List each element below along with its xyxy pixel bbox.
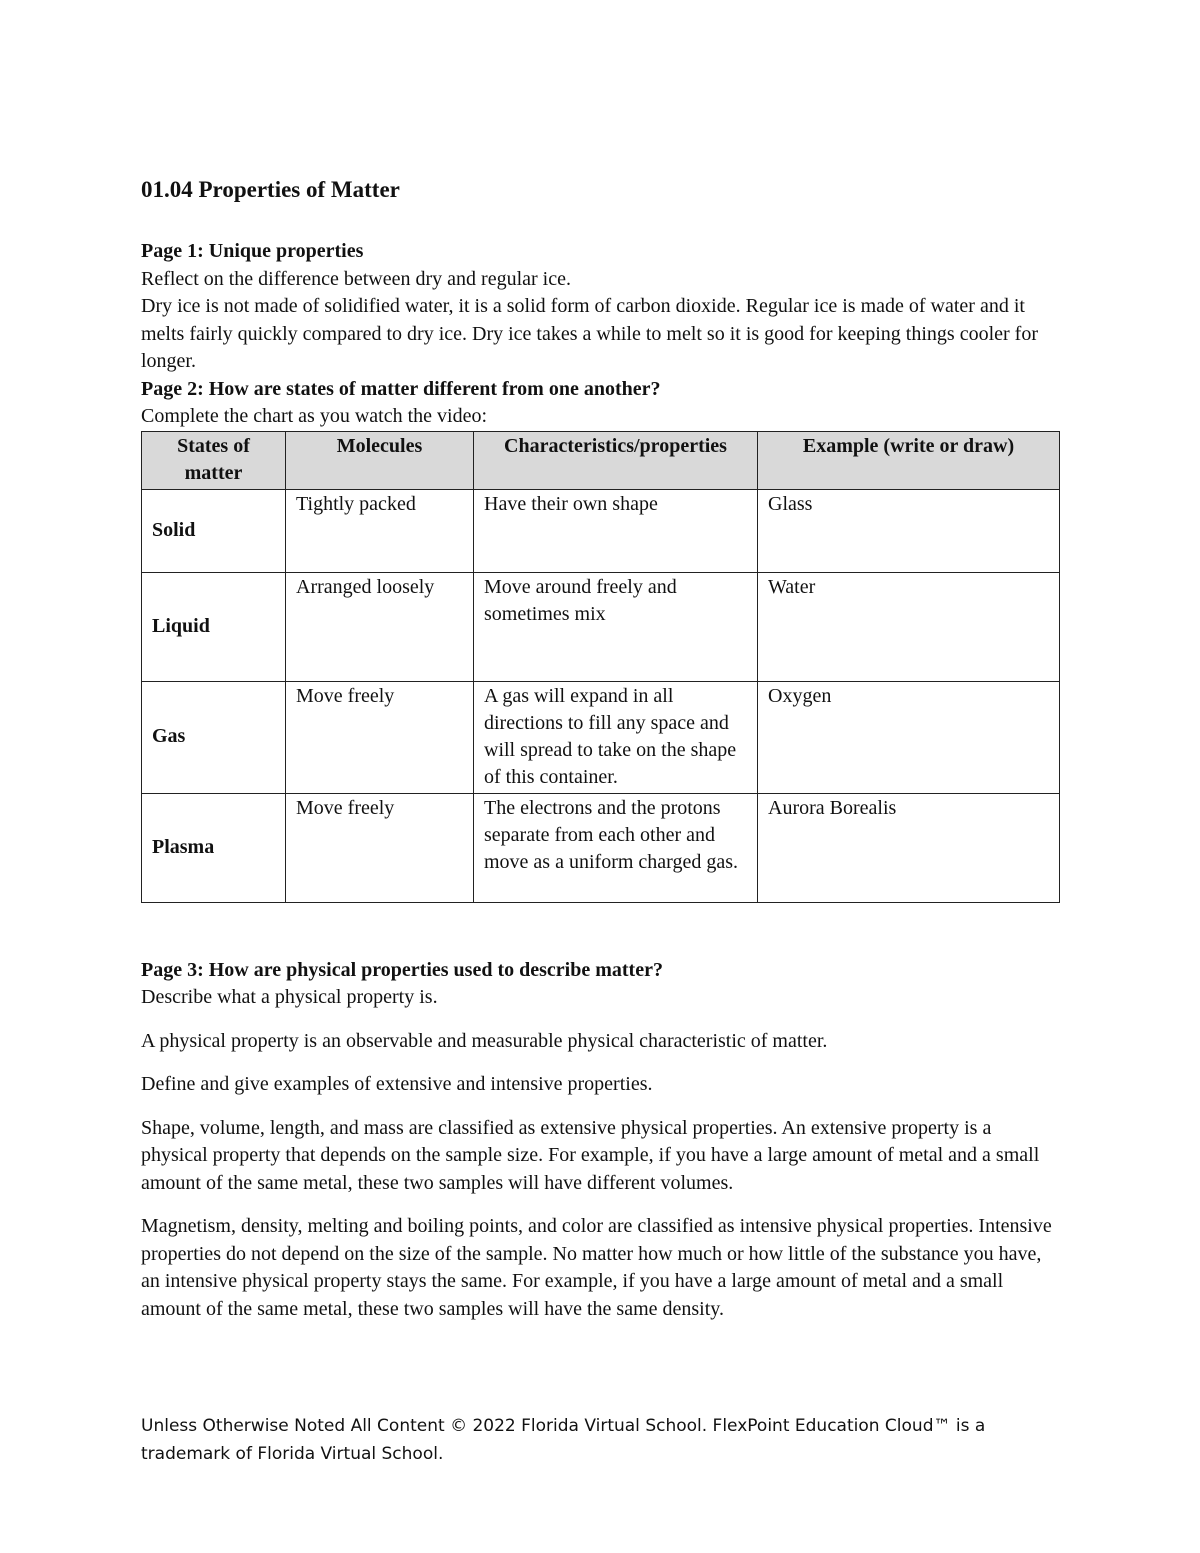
- table-header-cell: Characteristics/properties: [474, 431, 758, 489]
- page3-prompt1: Describe what a physical property is.: [141, 986, 438, 1008]
- table-row: [142, 572, 1060, 681]
- table-row: [142, 681, 1060, 793]
- table-row: [142, 489, 1060, 572]
- characteristics-cell: Move around freely and sometimes mix: [474, 572, 758, 681]
- table-header-cell: States of matter: [142, 431, 286, 489]
- page1-heading: Page 1: Unique properties: [141, 240, 364, 262]
- table-row: [142, 793, 1060, 902]
- characteristics-cell: A gas will expand in all directions to fill any space and will spread to take on the shape of this container.: [474, 681, 758, 793]
- characteristics-cell: Have their own shape: [474, 489, 758, 572]
- page1-prompt: Reflect on the difference between dry and regular ice.: [141, 267, 571, 290]
- page3-answer2b: Magnetism, density, melting and boiling points, and color are classified as intensive physical properties. Intensive properties do not depend on the size of the sample. No matter how much or how little of the substance you have, an intensive physical property stays the same. For example, if you have a large amount of metal and a small amount of the same metal, these two samples will have the same density.: [141, 1215, 1052, 1320]
- page3-heading: Page 3: How are physical properties used to describe matter?: [141, 958, 663, 981]
- example-cell: Oxygen: [758, 681, 1060, 793]
- state-cell: Solid: [142, 489, 286, 572]
- example-cell: Glass: [758, 489, 1060, 572]
- document-title: 01.04 Properties of Matter: [141, 177, 400, 202]
- page3-answer1: A physical property is an observable and measurable physical characteristic of matter.: [141, 1029, 828, 1052]
- table-header-cell: Molecules: [286, 431, 474, 489]
- page1-answer: Dry ice is not made of solidified water, it is a solid form of carbon dioxide. Regular ice is made of water and it melts fairly quickly compared to dry ice. Dry ice takes a while to melt so it is good for keeping things cooler for longer.: [141, 295, 1038, 372]
- state-cell: Gas: [142, 681, 286, 793]
- copyright-footer: Unless Otherwise Noted All Content © 2022 Florida Virtual School. FlexPoint Education Cloud™ is a trademark of Florida Virtual School.: [141, 1416, 986, 1464]
- table-header-cell: Example (write or draw): [758, 431, 1060, 489]
- state-cell: Liquid: [142, 572, 286, 681]
- example-cell: Water: [758, 572, 1060, 681]
- state-cell: Plasma: [142, 793, 286, 902]
- characteristics-cell: The electrons and the protons separate from each other and move as a uniform charged gas.: [474, 793, 758, 902]
- molecules-cell: Move freely: [286, 681, 474, 793]
- page2-heading: Page 2: How are states of matter different from one another?: [141, 377, 661, 400]
- states-of-matter-table: [141, 431, 1060, 903]
- molecules-cell: Arranged loosely: [286, 572, 474, 681]
- document-page: [141, 172, 1061, 1323]
- molecules-cell: Move freely: [286, 793, 474, 902]
- example-cell: Aurora Borealis: [758, 793, 1060, 902]
- page3-prompt2: Define and give examples of extensive and intensive properties.: [141, 1073, 653, 1095]
- page3-answer2a: Shape, volume, length, and mass are classified as extensive physical properties. An extensive property is a physical property that depends on the sample size. For example, if you have a large amount of metal and a small amount of the same metal, these two samples will have different volumes.: [141, 1116, 1040, 1194]
- table-header-row: [142, 431, 1060, 489]
- molecules-cell: Tightly packed: [286, 489, 474, 572]
- page2-prompt: Complete the chart as you watch the video:: [141, 405, 488, 427]
